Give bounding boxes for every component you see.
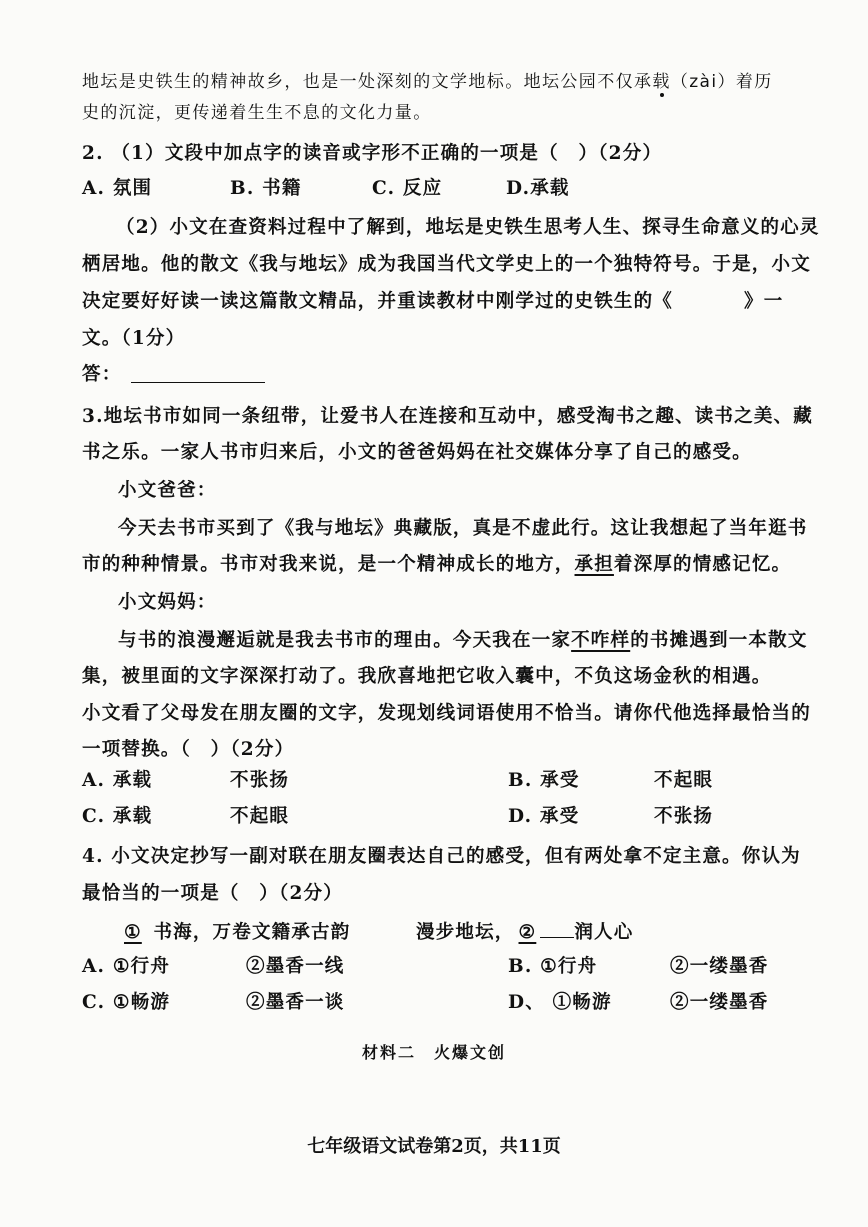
mom-line-2: 集，被里面的文字深深打动了。我欣喜地把它收入囊中，不负这场金秋的相遇。 xyxy=(82,666,772,687)
q2-option-b[interactable]: B. 书籍 xyxy=(230,178,302,199)
q2-part2-line-4: 文。（1分） xyxy=(82,328,186,349)
q3-option-b[interactable]: B. 承受 xyxy=(508,770,580,791)
mom-label: 小文妈妈： xyxy=(118,592,217,613)
q2-part2-line-1: （2）小文在查资料过程中了解到，地坛是史铁生思考人生、探寻生命意义的心灵 xyxy=(116,217,820,238)
q2-answer-row xyxy=(82,366,828,385)
intro-line-2: 史的沉淀，更传递着生生不息的文化力量。 xyxy=(82,103,432,123)
answer-blank[interactable] xyxy=(131,382,265,383)
underlined-word-1: 承担 xyxy=(574,554,614,575)
underlined-word-2: 不咋样 xyxy=(571,630,631,651)
dotted-char: 载 xyxy=(652,72,671,92)
q3-option-c[interactable]: C. 承载 xyxy=(82,806,153,827)
dad-line-1: 今天去书市买到了《我与地坛》典藏版，真是不虚此行。这让我想起了当年逛书 xyxy=(118,518,808,539)
q4-option-a[interactable]: A. ①行舟 xyxy=(82,956,171,977)
q2-option-d[interactable]: D.承载 xyxy=(506,178,570,199)
dad-line-2: 市的种种情景。书市对我来说，是一个精神成长的地方，承担着深厚的情感记忆。 xyxy=(82,554,792,575)
mom-line-1: 与书的浪漫邂逅就是我去书市的理由。今天我在一家不咋样的书摊遇到一本散文 xyxy=(118,630,808,651)
couplet-blank-1: ① xyxy=(124,922,142,943)
q4-option-d[interactable]: D、 ①畅游 xyxy=(508,992,612,1013)
q3-line-1: 3.地坛书市如同一条纽带，让爱书人在连接和互动中，感受淘书之趣、读书之美、藏 xyxy=(82,406,813,427)
page-footer: 七年级语文试卷第2页，共11页 xyxy=(307,1136,561,1157)
dad-label: 小文爸爸： xyxy=(118,480,217,501)
q3-ask-line-2: 一项替换。（ ）（2分） xyxy=(82,739,295,760)
section-title: 材料二 火爆文创 xyxy=(361,1043,506,1062)
q3-line-2: 书之乐。一家人书市归来后，小文的爸爸妈妈在社交媒体分享了自己的感受。 xyxy=(82,442,752,463)
q4-line-1: 4. 小文决定抄写一副对联在朋友圈表达自己的感受，但有两处拿不定主意。你认为 xyxy=(82,846,801,867)
q3-ask-line-1: 小文看了父母发在朋友圈的文字，发现划线词语使用不恰当。请你代他选择最恰当的 xyxy=(82,703,811,724)
intro-line-1: 地坛是史铁生的精神故乡，也是一处深刻的文学地标。地坛公园不仅承载（zài）着历 xyxy=(82,72,773,92)
q4-line-2: 最恰当的一项是（ ）（2分） xyxy=(82,883,343,904)
couplet-line-2: 漫步地坛， ② 润人心 xyxy=(416,922,634,943)
couplet-line-1: ① 书海，万卷文籍承古韵 xyxy=(120,924,350,943)
q3-option-d[interactable]: D. 承受 xyxy=(508,806,580,827)
q2-option-c[interactable]: C. 反应 xyxy=(372,178,443,199)
q2-part2-line-3: 决定要好好读一读这篇散文精品，并重读教材中刚学过的史铁生的《 》一 xyxy=(82,291,784,312)
couplet-blank-2: ② xyxy=(518,922,537,943)
q2-part1-prompt: 2. （1）文段中加点字的读音或字形不正确的一项是（ ）（2分） xyxy=(82,143,663,164)
q2-part2-line-2: 栖居地。他的散文《我与地坛》成为我国当代文学史上的一个独特符号。于是，小文 xyxy=(82,254,811,275)
q2-option-a[interactable]: A. 氛围 xyxy=(82,178,153,199)
q4-option-b[interactable]: B. ①行舟 xyxy=(508,956,598,977)
answer-label: 答： xyxy=(82,364,122,385)
q3-option-a[interactable]: A. 承载 xyxy=(82,770,153,791)
q4-option-c[interactable]: C. ①畅游 xyxy=(82,992,171,1013)
